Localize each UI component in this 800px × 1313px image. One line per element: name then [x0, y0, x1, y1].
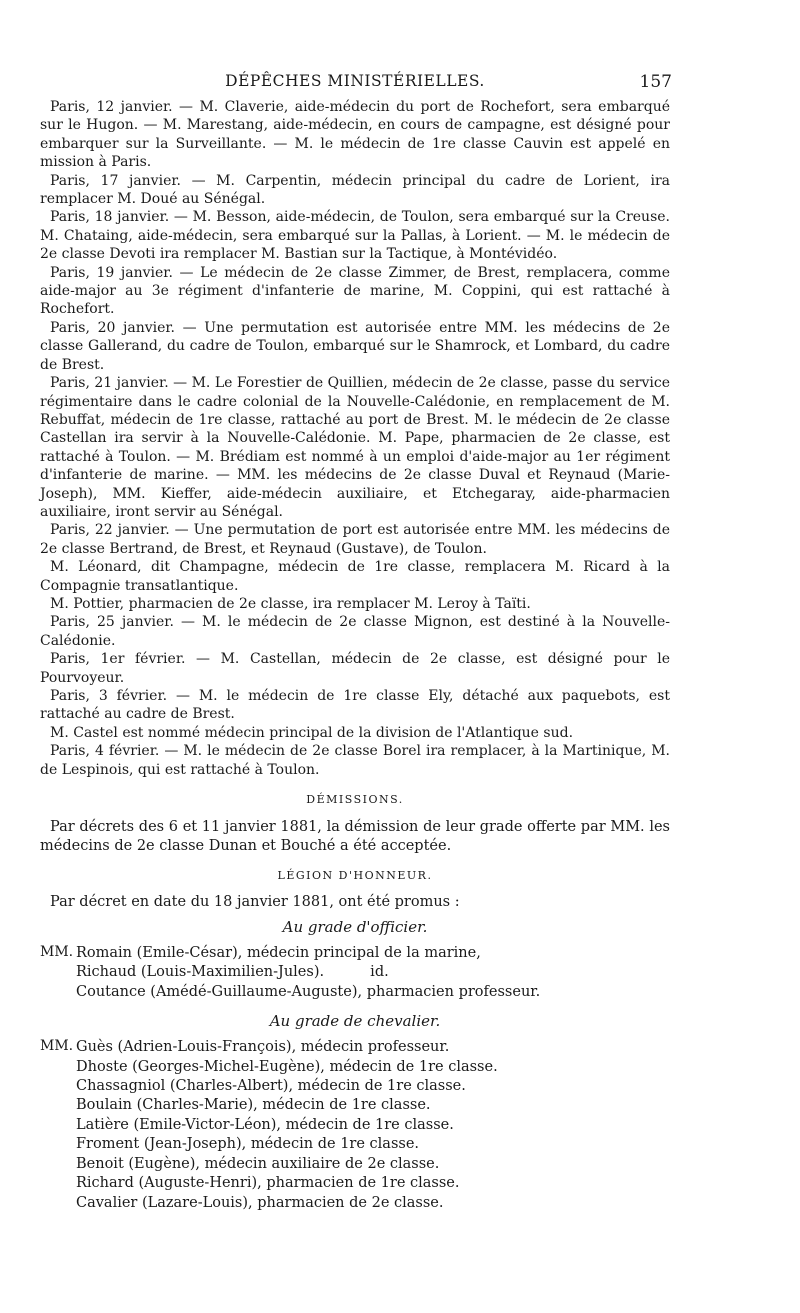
- list-item: Chassagniol (Charles-Albert), médecin de 1re classe.: [76, 1078, 466, 1095]
- list-item: Coutance (Amédé-Guillaume-Auguste), pharmacien professeur.: [76, 983, 541, 1000]
- running-title: DÉPÊCHES MINISTÉRIELLES.: [225, 72, 485, 90]
- dispatch-entries: [40, 98, 670, 779]
- dispatch-entry: M. Pottier, pharmacien de 2e classe, ira remplacer M. Leroy à Taïti.: [50, 595, 531, 612]
- dispatch-entry: Paris, 20 janvier. — Une permutation est autorisée entre MM. les médecins de 2e classe Gallerand, du cadre de Toulon, embarqué sur le Shamrock, et Lombard, du cadre de Brest.: [40, 319, 670, 373]
- dispatch-entry: Paris, 25 janvier. — M. le médecin de 2e classe Mignon, est destiné à la Nouvelle-Calédonie.: [40, 614, 670, 649]
- dispatch-entry: Paris, 21 janvier. — M. Le Forestier de Quillien, médecin de 2e classe, passe du service régimentaire dans le cadre colonial de la Nouvelle-Calédonie, en remplacement de M. Rebuffat, médecin de 1re classe, rattaché au port de Brest. M. le médecin de 2e classe Castellan ira servir à la Nouvelle-Calédonie. M. Pape, pharmacien de 2e classe, est rattaché à Toulon. — M. Brédiam est nommé à un emploi d'aide-major au 1er régiment d'infanterie de marine. — MM. les médecins de 2e classe Duval et Reynaud (Marie-Joseph), MM. Kieffer, aide-médecin auxiliaire, et Etchegaray, aide-pharmacien auxiliaire, iront servir au Sénégal.: [40, 375, 670, 520]
- list-item: Latière (Emile-Victor-Léon), médecin de 1re classe.: [76, 1116, 454, 1133]
- list-item: Benoit (Eugène), médecin auxiliaire de 2e classe.: [76, 1155, 440, 1172]
- dispatch-entry: Paris, 18 janvier. — M. Besson, aide-médecin, de Toulon, sera embarqué sur la Creuse. M. Chataing, aide-médecin, sera embarqué sur la Pallas, à Lorient. — M. le médecin de 2e classe Devoti ira remplacer M. Bastian sur la Tactique, à Montévidéo.: [40, 209, 670, 263]
- page-header: [40, 72, 670, 98]
- demissions-section: [40, 818, 670, 855]
- list-item: Froment (Jean-Joseph), médecin de 1re classe.: [76, 1136, 420, 1153]
- list-item: Cavalier (Lazare-Louis), pharmacien de 2e classe.: [76, 1194, 444, 1211]
- chevalier-list: [40, 1038, 670, 1213]
- dispatch-entry: Paris, 3 février. — M. le médecin de 1re classe Ely, détaché aux paquebots, est rattaché au cadre de Brest.: [40, 688, 670, 723]
- list-item: Guès (Adrien-Louis-François), médecin professeur.: [76, 1039, 450, 1056]
- page-number: 157: [639, 72, 672, 92]
- dispatch-entry: Paris, 17 janvier. — M. Carpentin, médecin principal du cadre de Lorient, ira remplacer M. Doué au Sénégal.: [40, 172, 670, 208]
- officier-list: [40, 944, 670, 1002]
- dispatch-entry: Paris, 19 janvier. — Le médecin de 2e classe Zimmer, de Brest, remplacera, comme aide-major au 3e régiment d'infanterie de marine, M. Coppini, qui est rattaché à Rochefort.: [40, 264, 670, 318]
- dispatch-entry: Paris, 12 janvier. — M. Claverie, aide-médecin du port de Rochefort, sera embarqué sur le Hugon. — M. Marestang, aide-médecin, en cours de campagne, est désigné pour embarquer sur la Surveillante. — M. le médecin de 1re classe Cauvin est appelé en mission à Paris.: [40, 99, 670, 171]
- list-item: Richard (Auguste-Henri), pharmacien de 1re classe.: [76, 1175, 460, 1192]
- grade-officier-heading: Au grade d'officier.: [282, 918, 428, 937]
- dispatch-entry: M. Léonard, dit Champagne, médecin de 1re classe, remplacera M. Ricard à la Compagnie transatlantique.: [40, 559, 670, 594]
- dispatch-entry: Paris, 22 janvier. — Une permutation de port est autorisée entre MM. les médecins de 2e classe Bertrand, de Brest, et Reynaud (Gustave), de Toulon.: [40, 522, 670, 557]
- list-item: Romain (Emile-César), médecin principal de la marine,: [76, 945, 481, 962]
- mm-label: MM.: [40, 1038, 74, 1055]
- legion-title: LÉGION D'HONNEUR.: [277, 869, 433, 883]
- grade-chevalier-heading: Au grade de chevalier.: [269, 1012, 441, 1031]
- document-page: [40, 72, 670, 1213]
- demissions-text: Par décrets des 6 et 11 janvier 1881, la démission de leur grade offerte par MM. les médecins de 2e classe Dunan et Bouché a été acceptée.: [40, 819, 670, 854]
- list-item: Dhoste (Georges-Michel-Eugène), médecin de 1re classe.: [76, 1058, 498, 1075]
- mm-label: MM.: [40, 944, 74, 961]
- legion-intro: Par décret en date du 18 janvier 1881, ont été promus :: [50, 894, 460, 911]
- dispatch-entry: M. Castel est nommé médecin principal de la division de l'Atlantique sud.: [50, 724, 574, 741]
- dispatch-entry: Paris, 4 février. — M. le médecin de 2e classe Borel ira remplacer, à la Martinique, M. de Lespinois, qui est rattaché à Toulon.: [40, 743, 670, 778]
- demissions-title: DÉMISSIONS.: [306, 793, 404, 807]
- list-item: Richaud (Louis-Maximilien-Jules). id.: [76, 964, 389, 981]
- dispatch-entry: Paris, 1er février. — M. Castellan, médecin de 2e classe, est désigné pour le Pourvoyeur.: [40, 651, 670, 686]
- list-item: Boulain (Charles-Marie), médecin de 1re classe.: [76, 1097, 431, 1114]
